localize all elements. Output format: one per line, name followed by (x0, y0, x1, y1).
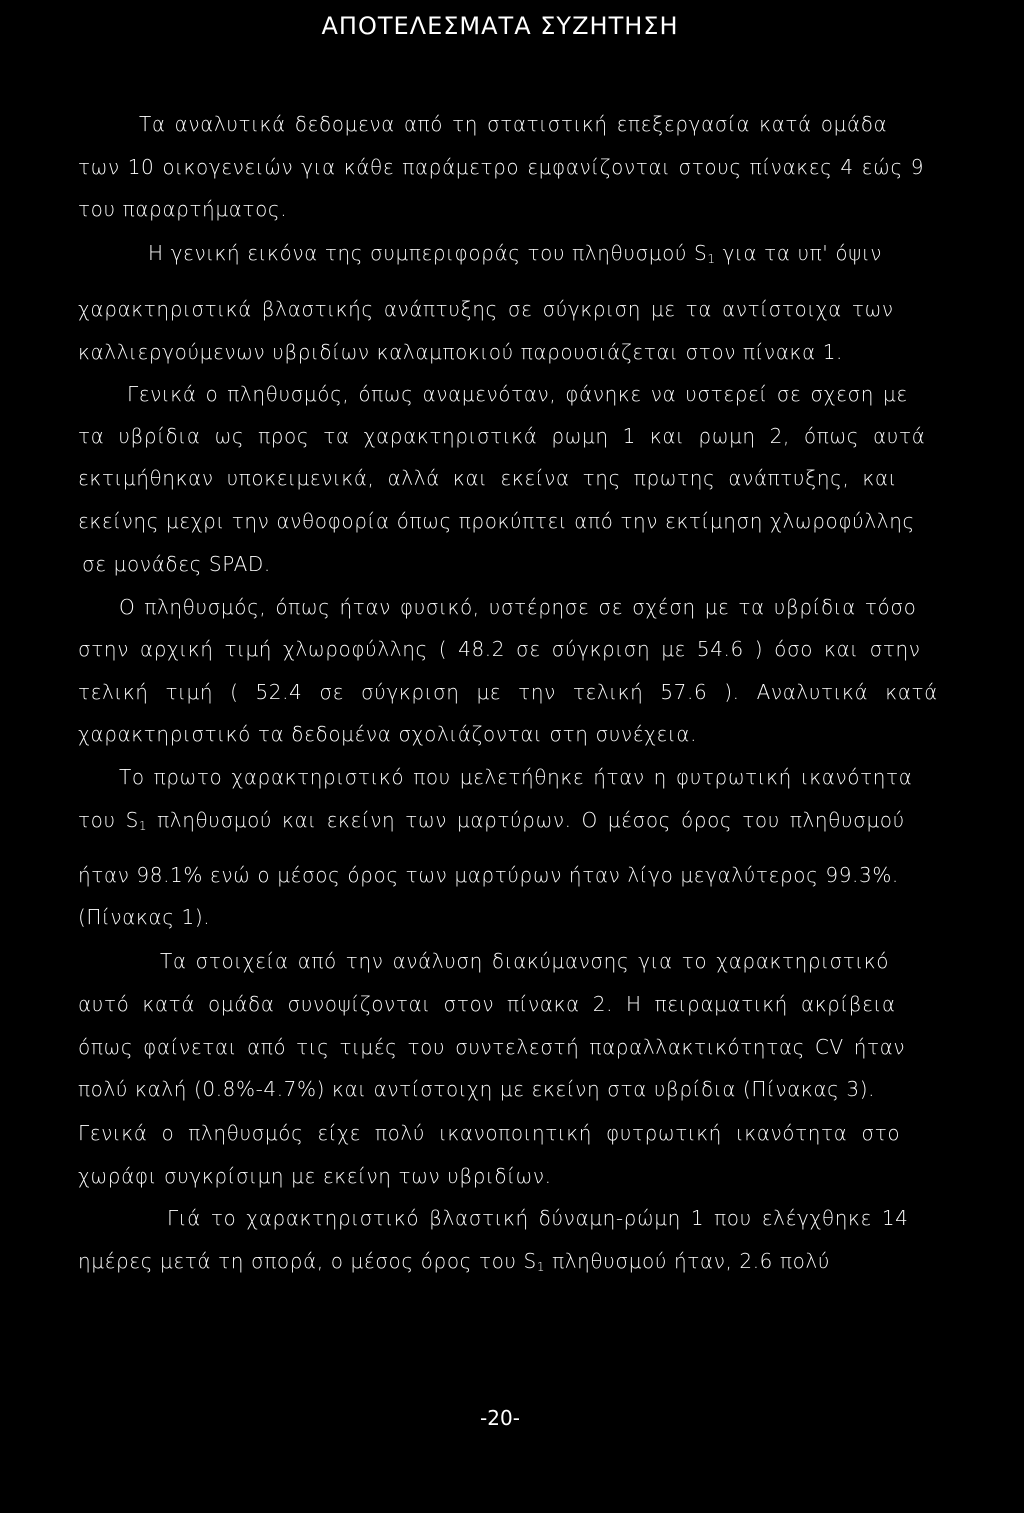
text-line: των 10 οικογενειών για κάθε παράμετρο εμφανίζονται στους πίνακες 4 εώς 9 (78, 155, 925, 179)
text-segment: ημέρες μετά τη σπορά, ο μέσος όρος του S (78, 1249, 537, 1273)
subscript: 1 (536, 1260, 546, 1274)
subscript: 1 (138, 819, 148, 833)
text-line: Γιά το χαρακτηριστικό βλαστική δύναμη-ρώμη 1 που ελέγχθηκε 14 (167, 1206, 909, 1230)
text-segment: Η γενική εικόνα της συμπεριφοράς του πληθυσμού S (148, 241, 708, 265)
text-line: τελική τιμή ( 52.4 σε σύγκριση με την τελική 57.6 ). Αναλυτικά κατά (78, 680, 938, 704)
text-line: τα υβρίδια ως προς τα χαρακτηριστικά ρωμη 1 και ρωμη 2, όπως αυτά (78, 424, 926, 448)
text-line: (Πίνακας 1). (78, 905, 211, 929)
text-line: Ο πληθυσμός, όπως ήταν φυσικό, υστέρησε σε σχέση με τα υβρίδια τόσο (119, 595, 917, 619)
page-title: ΑΠΟΤΕΛΕΣΜΑΤΑ ΣΥΖΗΤΗΣΗ (321, 12, 679, 40)
text-segment: για τα υπ' όψιν (715, 241, 883, 265)
text-line: εκτιμήθηκαν υποκειμενικά, αλλά και εκείνα της πρωτης ανάπτυξης, και (78, 466, 897, 490)
page-number: -20- (480, 1406, 520, 1430)
text-line: χαρακτηριστικό τα δεδομένα σχολιάζονται στη συνέχεια. (78, 722, 698, 746)
text-line: εκείνης μεχρι την ανθοφορία όπως προκύπτει από την εκτίμηση χλωροφύλλης (78, 509, 915, 533)
text-line: Γενικά ο πληθυσμός, όπως αναμενόταν, φάνηκε να υστερεί σε σχεση με (127, 382, 908, 406)
text-line: Το πρωτο χαρακτηριστικό που μελετήθηκε ήταν η φυτρωτική ικανότητα (119, 765, 913, 789)
text-segment: πληθυσμού και εκείνη των μαρτύρων. Ο μέσος όρος του πληθυσμού (147, 808, 905, 832)
text-line (78, 1248, 830, 1280)
text-line: χωράφι συγκρίσιμη με εκείνη των υβριδίων. (78, 1164, 552, 1188)
text-line: Τα στοιχεία από την ανάλυση διακύμανσης για το χαρακτηριστικό (160, 949, 890, 973)
text-line: Τα αναλυτικά δεδομενα από τη στατιστική επεξεργασία κατά ομάδα (139, 112, 888, 136)
text-line (148, 240, 882, 272)
text-line: καλλιεργούμενων υβριδίων καλαμποκιού παρουσιάζεται στον πίνακα 1. (78, 340, 843, 364)
text-line: αυτό κατά ομάδα συνοψίζονται στον πίνακα 2. Η πειραματική ακρίβεια (78, 992, 896, 1016)
text-line (78, 807, 905, 839)
text-segment: του S (78, 808, 139, 832)
text-line: Γενικά ο πληθυσμός είχε πολύ ικανοποιητική φυτρωτική ικανότητα στο (78, 1121, 901, 1145)
text-line: στην αρχική τιμή χλωροφύλλης ( 48.2 σε σύγκριση με 54.6 ) όσο και στην (78, 637, 921, 661)
text-line: πολύ καλή (0.8%-4.7%) και αντίστοιχη με εκείνη στα υβρίδια (Πίνακας 3). (78, 1077, 876, 1101)
text-line: του παραρτήματος. (78, 197, 288, 221)
text-line: ήταν 98.1% ενώ ο μέσος όρος των μαρτύρων ήταν λίγο μεγαλύτερος 99.3%. (78, 863, 899, 887)
text-line: όπως φαίνεται από τις τιμές του συντελεστή παραλλακτικότητας CV ήταν (78, 1035, 906, 1059)
text-line: σε μονάδες SPAD. (82, 552, 271, 576)
text-line: χαρακτηριστικά βλαστικής ανάπτυξης σε σύγκριση με τα αντίστοιχα των (78, 297, 894, 321)
text-segment: πληθυσμού ήταν, 2.6 πολύ (545, 1249, 831, 1273)
subscript: 1 (707, 252, 716, 266)
